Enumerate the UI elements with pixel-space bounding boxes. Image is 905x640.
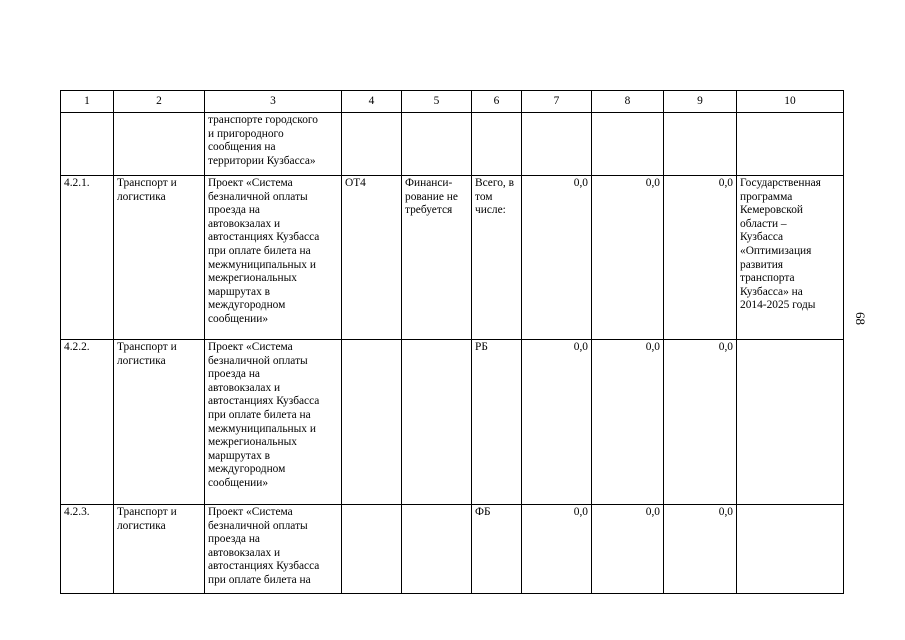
cell-financing — [402, 340, 472, 505]
cell-financing: Финанси- рование не требуется — [402, 176, 472, 340]
cell-value: 0,0 — [592, 505, 664, 594]
cell-number: 4.2.2. — [61, 340, 114, 505]
cell-project: Проект «Система безналичной оплаты проезда на автовокзалах и автостанциях Кузбасса при оплате билета на межмуниципальных и межрегиональных маршрутах в междугородном сообщении» — [205, 176, 342, 340]
cell-number: 4.2.3. — [61, 505, 114, 594]
header-cell: 4 — [342, 91, 402, 113]
cell-program — [737, 113, 844, 176]
cell-code — [342, 505, 402, 594]
page-number: 68 — [853, 312, 868, 325]
cell-program — [737, 340, 844, 505]
cell-source: РБ — [472, 340, 522, 505]
cell-source: ФБ — [472, 505, 522, 594]
cell-value: 0,0 — [664, 176, 737, 340]
cell-value: 0,0 — [522, 176, 592, 340]
header-cell: 6 — [472, 91, 522, 113]
cell-value — [522, 113, 592, 176]
header-cell: 2 — [114, 91, 205, 113]
cell-value: 0,0 — [522, 505, 592, 594]
cell-source: Всего, в том числе: — [472, 176, 522, 340]
cell-program: Государственная программа Кемеровской области – Кузбасса «Оптимизация развития транспорта Кузбасса» на 2014-2025 годы — [737, 176, 844, 340]
cell-code — [342, 340, 402, 505]
header-cell: 9 — [664, 91, 737, 113]
cell-code: ОТ4 — [342, 176, 402, 340]
cell-source — [472, 113, 522, 176]
header-cell: 8 — [592, 91, 664, 113]
cell-financing — [402, 505, 472, 594]
cell-value: 0,0 — [592, 176, 664, 340]
cell-value: 0,0 — [664, 340, 737, 505]
cell-sector: Транспорт и логистика — [114, 176, 205, 340]
cell-project: Проект «Система безналичной оплаты проезда на автовокзалах и автостанциях Кузбасса при оплате билета на межмуниципальных и межрегиональных маршрутах в междугородном сообщении» — [205, 340, 342, 505]
cell-project: Проект «Система безналичной оплаты проезда на автовокзалах и автостанциях Кузбасса при оплате билета на — [205, 505, 342, 594]
header-cell: 10 — [737, 91, 844, 113]
header-cell: 7 — [522, 91, 592, 113]
cell-program — [737, 505, 844, 594]
table-row — [61, 340, 844, 505]
cell-value: 0,0 — [664, 505, 737, 594]
header-cell: 1 — [61, 91, 114, 113]
cell-project: транспорте городского и пригородного сообщения на территории Кузбасса» — [205, 113, 342, 176]
header-cell: 3 — [205, 91, 342, 113]
header-row — [61, 91, 844, 113]
cell-value — [664, 113, 737, 176]
table-row — [61, 113, 844, 176]
program-table — [60, 90, 844, 594]
cell-number — [61, 113, 114, 176]
cell-financing — [402, 113, 472, 176]
cell-value: 0,0 — [522, 340, 592, 505]
cell-sector: Транспорт и логистика — [114, 340, 205, 505]
cell-sector: Транспорт и логистика — [114, 505, 205, 594]
cell-value: 0,0 — [592, 340, 664, 505]
cell-code — [342, 113, 402, 176]
cell-sector — [114, 113, 205, 176]
header-cell: 5 — [402, 91, 472, 113]
cell-number: 4.2.1. — [61, 176, 114, 340]
table-row — [61, 176, 844, 340]
table-row — [61, 505, 844, 594]
cell-value — [592, 113, 664, 176]
